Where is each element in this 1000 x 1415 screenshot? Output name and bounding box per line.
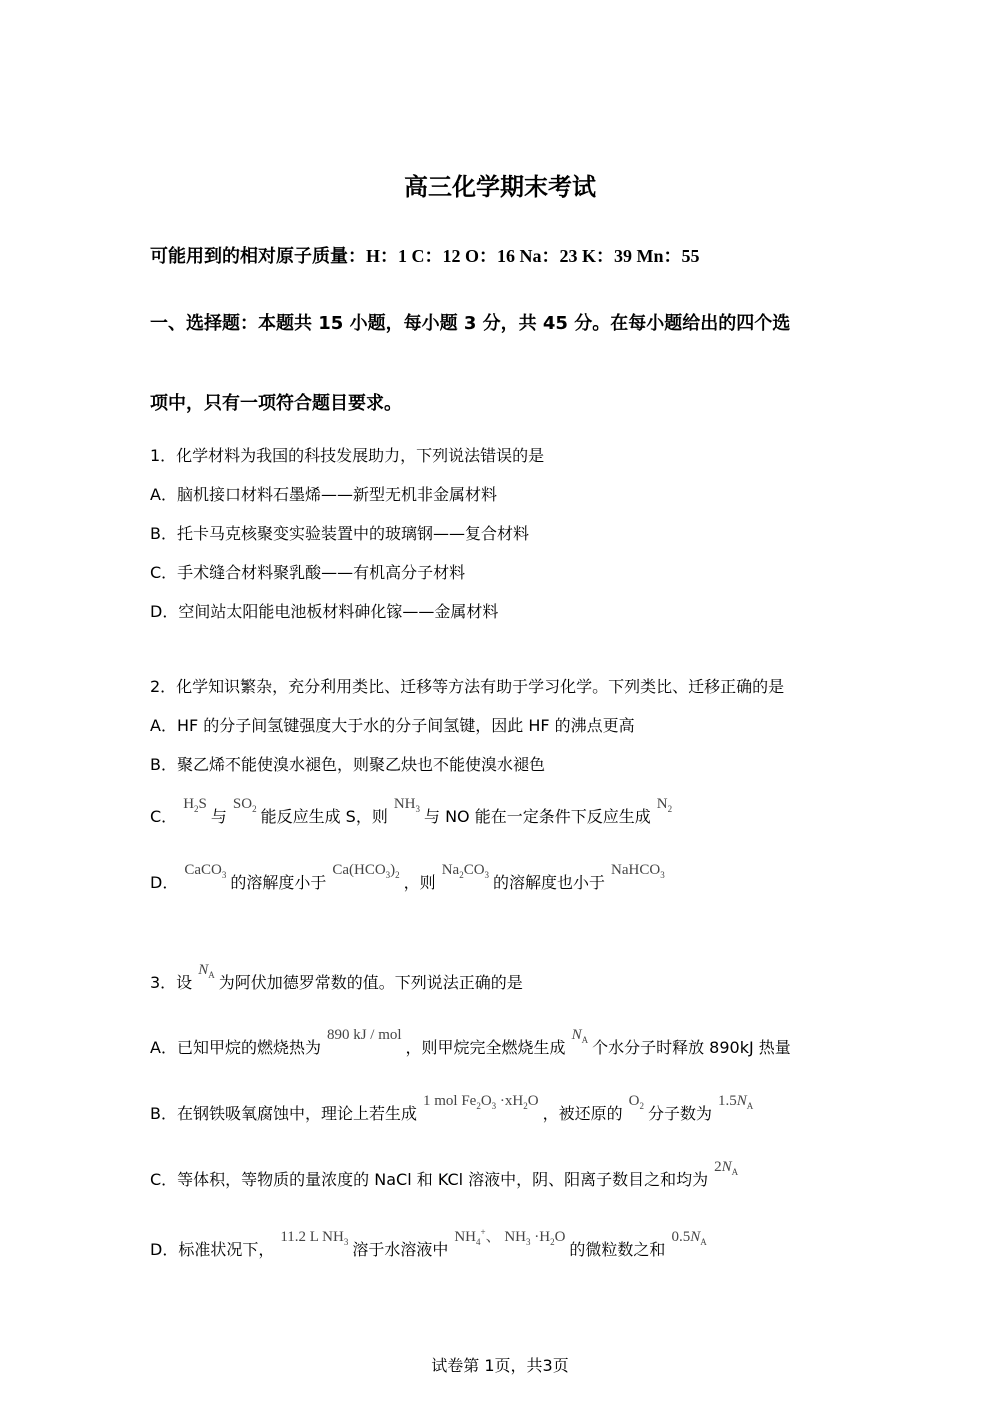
formula-2na: $2N_A$ (714, 1159, 739, 1177)
q3-d-text3: 的微粒数之和 (569, 1240, 666, 1259)
formula-na2co3: $Na_2CO_3$ (441, 862, 490, 880)
formula-nh4-nh3h2o: $NH_4^+$、 $NH_3 \cdot H_2O$ (454, 1227, 566, 1247)
section-heading-line1: 一、选择题：本题共 15 小题，每小题 3 分，共 45 分。在每小题给出的四个选 (150, 313, 791, 334)
q3-stem-b: 为阿伏加德罗常数的值。下列说法正确的是 (218, 973, 523, 992)
formula-o2: $O_2$ (628, 1093, 644, 1111)
q2-d-text1: 的溶解度小于 (230, 873, 327, 892)
q1-option-b: B．托卡马克核聚变实验装置中的玻璃钢——复合材料 (150, 524, 529, 543)
formula-n2: $N_2$ (656, 796, 673, 814)
atomic-mass-label: 可能用到的相对原子质量： (150, 246, 366, 267)
q3-stem (150, 962, 523, 999)
atomic-mass-values: H：1 C：12 O：16 Na：23 K：39 Mn：55 (366, 246, 700, 266)
q2-d-label: D． (150, 873, 179, 892)
q3-b-text1: B．在钢铁吸氧腐蚀中，理论上若生成 (150, 1104, 417, 1123)
q3-b-text2: ，被还原的 (542, 1104, 623, 1123)
atomic-mass-line (150, 244, 700, 269)
formula-so2: $SO_2$ (232, 796, 257, 814)
page-footer: 试卷第 1页，共3页 (431, 1356, 569, 1375)
q2-stem: 2．化学知识繁杂，充分利用类比、迁移等方法有助于学习化学。下列类比、迁移正确的是 (150, 677, 785, 696)
q3-option-a (150, 1027, 791, 1064)
q2-c-text3: 与 NO 能在一定条件下反应生成 (424, 807, 651, 826)
section-heading-line2: 项中，只有一项符合题目要求。 (150, 393, 402, 414)
q3-a-text2: ，则甲烷完全燃烧生成 (405, 1038, 566, 1057)
formula-na: $N_A$ (571, 1027, 589, 1045)
q3-option-c (150, 1159, 742, 1196)
formula-na: $N_A$ (198, 962, 215, 980)
page-title: 高三化学期末考试 (404, 173, 596, 201)
formula-h2s: $H_2S$ (183, 796, 207, 814)
q1-option-d: D．空间站太阳能电池板材料砷化镓——金属材料 (150, 602, 499, 621)
q2-c-text2: 能反应生成 S，则 (260, 807, 388, 826)
q2-option-d (150, 862, 669, 899)
formula-fe2o3-xh2o: 1 mol $Fe_2O_3 \cdot xH_2O$ (422, 1093, 539, 1111)
q2-d-text3: 的溶解度也小于 (493, 873, 606, 892)
q3-a-text1: A．已知甲烷的燃烧热为 (150, 1038, 321, 1057)
q3-c-text1: C．等体积，等物质的量浓度的 NaCl 和 KCl 溶液中，阴、阳离子数目之和均为 (150, 1170, 709, 1189)
q2-d-text2: ，则 (403, 873, 436, 892)
formula-1-5na: $1.5N_A$ (717, 1093, 754, 1111)
q2-c-label: C． (150, 807, 178, 826)
q1-option-c: C．手术缝合材料聚乳酸——有机高分子材料 (150, 563, 466, 582)
q3-d-text1: D．标准状况下， (150, 1240, 275, 1259)
q3-stem-a: 3．设 (150, 973, 193, 992)
formula-caco3: CaCO$_3$ (184, 862, 227, 880)
q2-c-text1: 与 (210, 807, 227, 826)
formula-890kj: 890 kJ / mol (326, 1027, 402, 1043)
q2-option-b: B．聚乙烯不能使溴水褪色，则聚乙炔也不能使溴水褪色 (150, 755, 545, 774)
q3-b-text3: 分子数为 (647, 1104, 712, 1123)
q3-option-d (150, 1227, 711, 1266)
q3-a-text3: 个水分子时释放 890kJ 热量 (592, 1038, 791, 1057)
q1-stem: 1．化学材料为我国的科技发展助力，下列说法错误的是 (150, 446, 545, 465)
formula-nahco3: NaHCO$_3$ (611, 862, 665, 880)
q3-option-b (150, 1093, 757, 1130)
formula-nh3: $NH_3$ (393, 796, 420, 814)
q1-option-a: A．脑机接口材料石墨烯——新型无机非金属材料 (150, 485, 497, 504)
q3-d-text2: 溶于水溶液中 (352, 1240, 449, 1259)
formula-11-2l-nh3: 11.2 L $NH_3$ (280, 1229, 349, 1247)
formula-ca-hco3-2: $Ca(HCO_3)_2$ (332, 862, 400, 880)
q2-option-a: A．HF 的分子间氢键强度大于水的分子间氢键，因此 HF 的沸点更高 (150, 716, 635, 735)
q2-option-c (150, 796, 676, 833)
formula-0-5na: $0.5N_A$ (671, 1229, 707, 1247)
